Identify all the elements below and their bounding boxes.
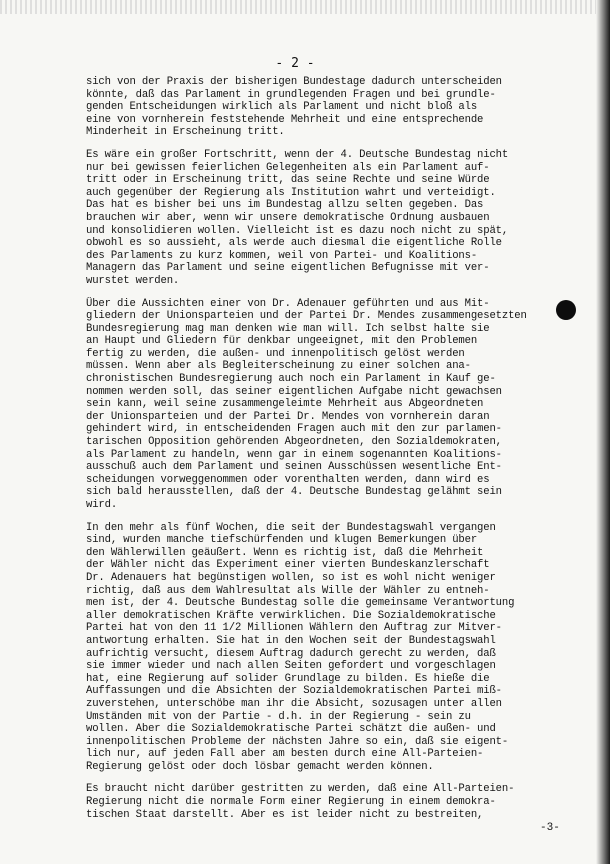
scan-edge-right [596, 0, 610, 864]
text-line: men ist, der 4. Deutsche Bundestag solle die gemeinsame Verantwortung [86, 597, 515, 610]
text-line: gliedern der Unionsparteien und der Partei Dr. Mendes zusammengesetzten [86, 310, 527, 323]
text-line: Es wäre ein großer Fortschritt, wenn der 4. Deutsche Bundestag nicht [86, 148, 509, 161]
text-line: wird. [86, 499, 118, 511]
page-number: - 2 - [275, 56, 315, 71]
text-line: In den mehr als fünf Wochen, die seit der Bundestagswahl vergangen [86, 521, 496, 534]
body-text [86, 76, 566, 831]
text-line: auch gegenüber der Regierung als Institution wahrt und verteidigt. [86, 186, 496, 199]
text-line: des Parlaments zu kurz kommen, weil von Partei- und Koalitions- [86, 249, 478, 262]
text-line: tritt oder in Erscheinung tritt, das seine Rechte und seine Würde [86, 174, 490, 187]
paragraph [86, 783, 566, 821]
text-line: wollen. Aber die Sozialdemokratische Partei schätzt die außen- und [86, 723, 496, 736]
text-line: zuverstehen, unterschöbe man ihr die Absicht, sozusagen unter allen [86, 697, 502, 710]
paragraph [86, 522, 566, 774]
text-line: tischen Staat darstellt. Aber es ist leider nicht zu bestreiten, [86, 808, 484, 821]
punch-hole [556, 300, 576, 320]
paragraph [86, 149, 566, 288]
text-line: aufrichtig versucht, diesem Auftrag dadurch gerecht zu werden, daß [86, 647, 496, 660]
text-line: gehindert wird, in entscheidenden Fragen auch mit den zur parlamen- [86, 423, 502, 436]
text-line: Es braucht nicht darüber gestritten zu werden, daß eine All-Parteien- [86, 783, 515, 796]
text-line: nommen werden soll, das seiner eigentlichen Aufgabe nicht gewachsen [86, 385, 502, 398]
text-line: obwohl es so aussieht, als werde auch diesmal die eigentliche Rolle [86, 237, 502, 250]
text-line: sich von der Praxis der bisherigen Bundestage dadurch unterscheiden [86, 76, 502, 88]
text-line: innenpolitischen Probleme der nächsten Jahre so ein, daß sie eigent- [86, 735, 509, 748]
text-line: eine von vornherein feststehende Mehrheit und eine entsprechende [86, 113, 484, 126]
text-line: Auffassungen und die Absichten der Sozialdemokratischen Partei miß- [86, 685, 502, 698]
text-line: müssen. Wenn aber als Begleiterscheinung zu einer solchen ana- [86, 360, 471, 373]
text-line: genden Entscheidungen wirklich als Parlament und nicht bloß als [86, 101, 478, 114]
text-line: Über die Aussichten einer von Dr. Adenauer geführten und aus Mit- [86, 297, 490, 310]
text-line: lich nur, auf jeden Fall aber am besten durch eine All-Parteien- [86, 748, 484, 761]
text-line: den Wählerwillen geäußert. Wenn es richtig ist, daß die Mehrheit [86, 546, 484, 559]
text-line: sich bald herausstellen, daß der 4. Deutsche Bundestag gelähmt sein [86, 486, 502, 499]
text-line: Regierung nicht die normale Form einer Regierung in einem demokra- [86, 796, 496, 809]
text-line: Bundesregierung mag man denken wie man will. Ich selbst halte sie [86, 322, 490, 335]
text-line: fertig zu werden, die außen- und innenpolitisch gelöst werden [86, 347, 465, 360]
text-line: ausschuß auch dem Parlament und seinen Ausschüssen wesentliche Ent- [86, 461, 502, 474]
paragraph [86, 76, 566, 139]
text-line: chronistischen Bundesregierung auch noch ein Parlament in Kauf ge- [86, 373, 496, 386]
text-line: und konsolidieren wollen. Vielleicht ist es dazu noch nicht zu spät, [86, 224, 509, 237]
text-line: Dr. Adenauers hat begünstigen wollen, so ist es wohl nicht weniger [86, 571, 496, 584]
text-line: könnte, daß das Parlament in grundlegenden Fragen und bei grundle- [86, 88, 496, 101]
paragraph [86, 298, 566, 512]
text-line: wurstet werden. [86, 274, 180, 287]
text-line: aller demokratischen Kräfte verwirklichen. Die Sozialdemokratische [86, 609, 496, 622]
text-line: der Wähler nicht das Experiment einer vierten Bundeskanzlerschaft [86, 559, 490, 572]
text-line: sein kann, weil seine zusammengeleimte Mehrheit aus Abgeordneten [86, 398, 484, 411]
text-line: der Unionsparteien und der Partei Dr. Mendes von vornherein daran [86, 410, 490, 423]
text-line: an Haupt und Gliedern für denkbar ungeeignet, mit den Problemen [86, 335, 478, 348]
text-line: richtig, daß aus dem Wahlresultat als Wille der Wähler zu entneh- [86, 584, 490, 597]
text-line: tarischen Opposition gehörenden Abgeordneten, den Sozialdemokraten, [86, 436, 502, 449]
text-line: hat, eine Regierung auf solider Grundlage zu bilden. Es hieße die [86, 672, 490, 685]
text-line: als Parlament zu handeln, wenn gar in einem sogenannten Koalitions- [86, 448, 502, 461]
text-line: sie immer wieder und nach allen Seiten gefordert und vorgeschlagen [86, 660, 496, 673]
text-line: sind, wurden manche tiefschürfenden und klugen Bemerkungen über [86, 534, 478, 547]
text-line: Minderheit in Erscheinung tritt. [86, 126, 285, 139]
text-line: Partei hat von den 11 1/2 Millionen Wählern den Auftrag zur Mitver- [86, 622, 502, 635]
text-line: Regierung gelöst oder doch lösbar gemacht werden können. [86, 760, 434, 773]
text-line: nur bei gewissen feierlichen Gelegenheiten als ein Parlament auf- [86, 161, 490, 174]
text-line: antwortung erhalten. Sie hat in den Wochen seit der Bundestagswahl [86, 634, 496, 647]
text-line: Managern das Parlament und seine eigentlichen Befugnisse mit ver- [86, 262, 490, 275]
next-page-folio: -3- [540, 822, 560, 834]
scan-edge-top [0, 0, 610, 14]
text-line: Das hat es bisher bei uns im Bundestag allzu selten gegeben. Das [86, 199, 484, 212]
text-line: scheidungen vorweggenommen oder vorenthalten werden, dann wird es [86, 473, 490, 486]
text-line: brauchen wir aber, wenn wir unsere demokratische Ordnung ausbauen [86, 211, 490, 224]
text-line: Umständen mit von der Partie - d.h. in der Regierung - sein zu [86, 710, 471, 723]
